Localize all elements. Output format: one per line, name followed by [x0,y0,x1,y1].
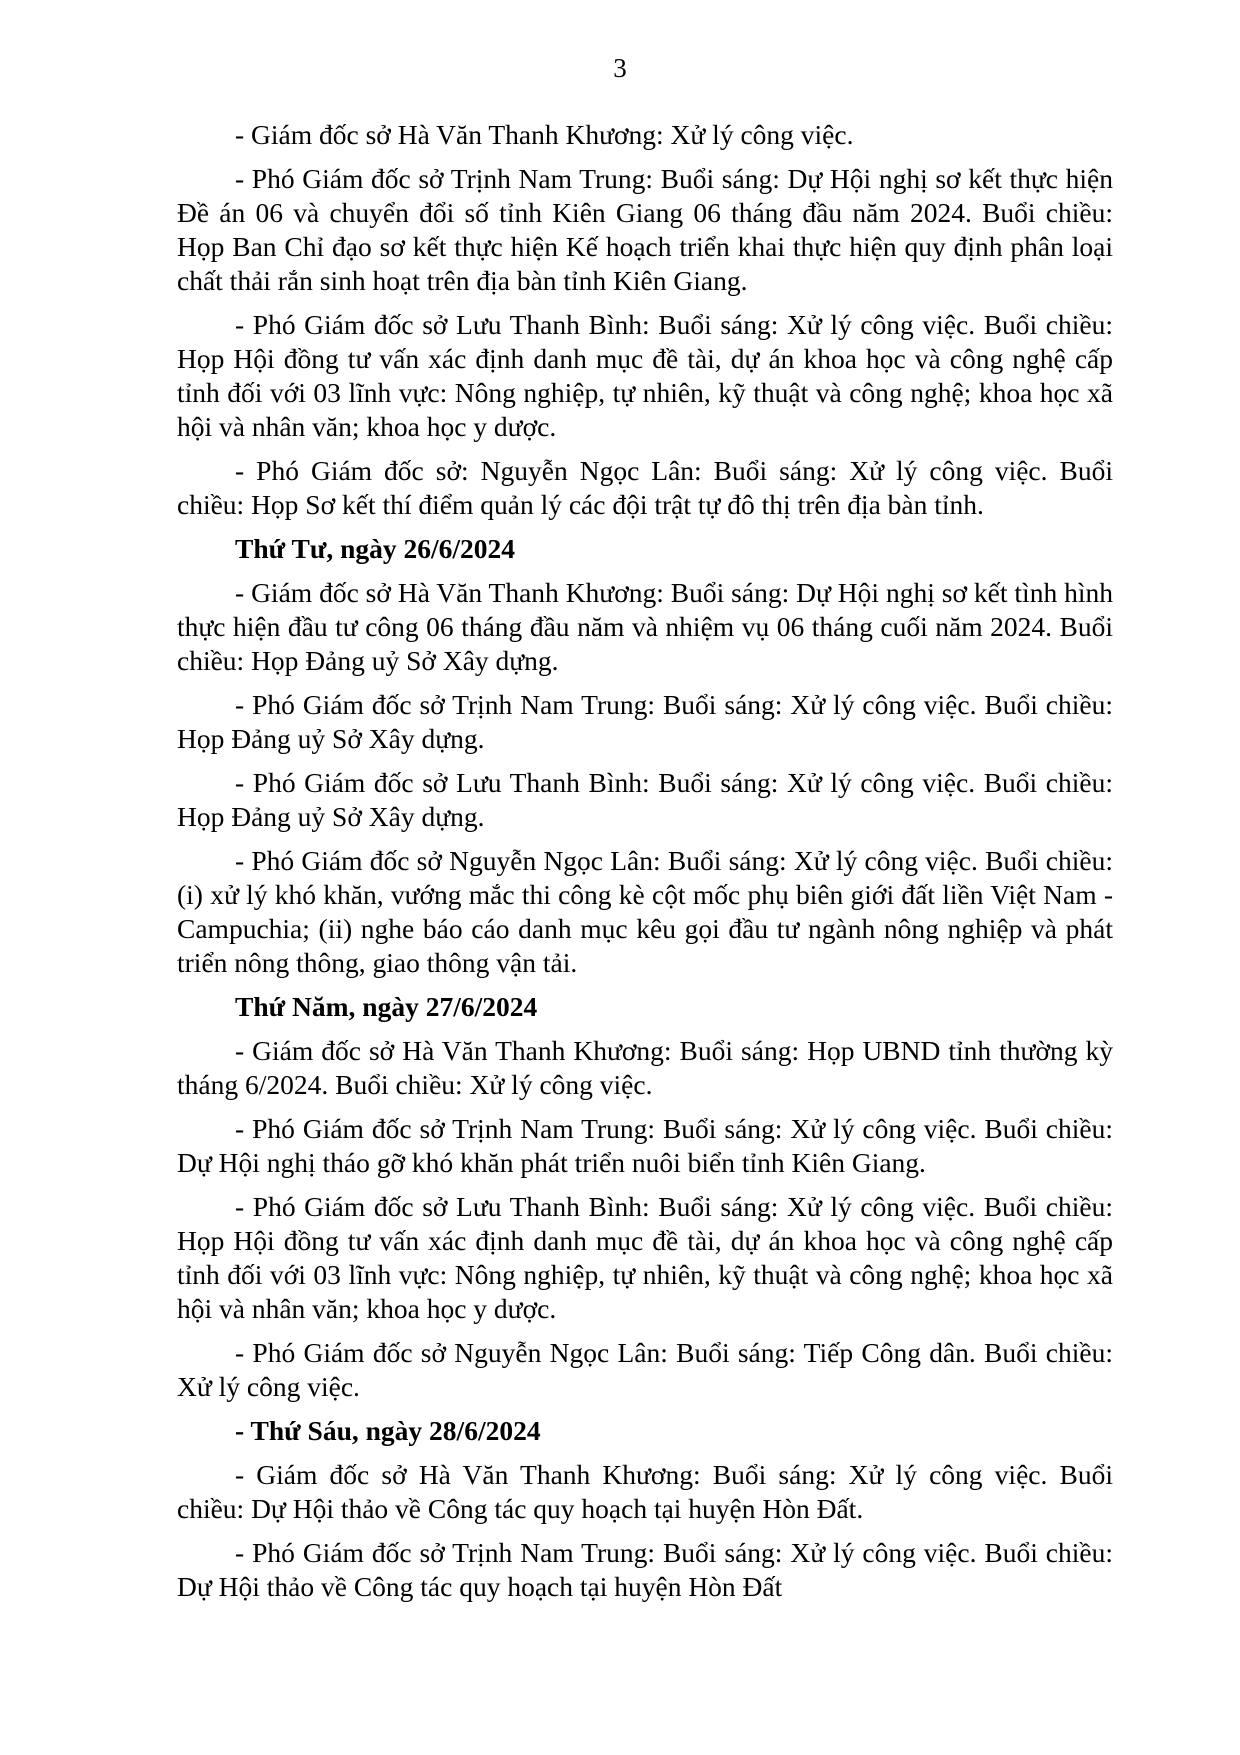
day-heading: Thứ Tư, ngày 26/6/2024 [235,533,516,564]
day-heading: - Thứ Sáu, ngày 28/6/2024 [235,1415,541,1446]
paragraph: - Phó Giám đốc sở Trịnh Nam Trung: Buổi sáng: Xử lý công việc. Buổi chiều: Dự Hội nghị tháo gỡ khó khăn phát triển nuôi biển tỉnh Kiên Giang. [177,1113,1113,1178]
paragraph: - Phó Giám đốc sở: Nguyễn Ngọc Lân: Buổi sáng: Xử lý công việc. Buổi chiều: Họp Sơ kết thí điểm quản lý các đội trật tự đô thị trên địa bàn tỉnh. [177,455,1113,520]
paragraph: - Giám đốc sở Hà Văn Thanh Khương: Xử lý công việc. [235,119,854,150]
paragraph: - Phó Giám đốc sở Trịnh Nam Trung: Buổi sáng: Dự Hội nghị sơ kết thực hiện Đề án 06 và chuyển đổi số tỉnh Kiên Giang 06 tháng đầu năm 2024. Buổi chiều: Họp Ban Chỉ đạo sơ kết thực hiện Kế hoạch triển khai thực hiện quy định phân loại chất thải rắn sinh hoạt trên địa bàn tỉnh Kiên Giang. [177,163,1113,296]
paragraph: - Phó Giám đốc sở Lưu Thanh Bình: Buổi sáng: Xử lý công việc. Buổi chiều: Họp Đảng uỷ Sở Xây dựng. [177,767,1113,832]
paragraph: - Giám đốc sở Hà Văn Thanh Khương: Buổi sáng: Họp UBND tỉnh thường kỳ tháng 6/2024. Buổi chiều: Xử lý công việc. [177,1035,1113,1100]
paragraph: - Giám đốc sở Hà Văn Thanh Khương: Buổi sáng: Xử lý công việc. Buổi chiều: Dự Hội thảo về Công tác quy hoạch tại huyện Hòn Đất. [177,1459,1113,1524]
document-body [177,118,1113,1614]
paragraph: - Phó Giám đốc sở Nguyễn Ngọc Lân: Buổi sáng: Tiếp Công dân. Buổi chiều: Xử lý công việc. [177,1337,1113,1402]
paragraph: - Phó Giám đốc sở Lưu Thanh Bình: Buổi sáng: Xử lý công việc. Buổi chiều: Họp Hội đồng tư vấn xác định danh mục đề tài, dự án khoa học và công nghệ cấp tỉnh đối với 03 lĩnh vực: Nông nghiệp, tự nhiên, kỹ thuật và công nghệ; khoa học xã hội và nhân văn; khoa học y dược. [177,309,1113,442]
paragraph: - Phó Giám đốc sở Lưu Thanh Bình: Buổi sáng: Xử lý công việc. Buổi chiều: Họp Hội đồng tư vấn xác định danh mục đề tài, dự án khoa học và công nghệ cấp tỉnh đối với 03 lĩnh vực: Nông nghiệp, tự nhiên, kỹ thuật và công nghệ; khoa học xã hội và nhân văn; khoa học y dược. [177,1191,1113,1324]
page-number: 3 [613,53,627,83]
day-heading: Thứ Năm, ngày 27/6/2024 [235,991,538,1022]
paragraph: - Phó Giám đốc sở Nguyễn Ngọc Lân: Buổi sáng: Xử lý công việc. Buổi chiều: (i) xử lý khó khăn, vướng mắc thi công kè cột mốc phụ biên giới đất liền Việt Nam - Campuchia; (ii) nghe báo cáo danh mục kêu gọi đầu tư ngành nông nghiệp và phát triển nông thông, giao thông vận tải. [177,845,1113,978]
paragraph: - Phó Giám đốc sở Trịnh Nam Trung: Buổi sáng: Xử lý công việc. Buổi chiều: Dự Hội thảo về Công tác quy hoạch tại huyện Hòn Đất [177,1537,1113,1602]
paragraph: - Giám đốc sở Hà Văn Thanh Khương: Buổi sáng: Dự Hội nghị sơ kết tình hình thực hiện đầu tư công 06 tháng đầu năm và nhiệm vụ 06 tháng cuối năm 2024. Buổi chiều: Họp Đảng uỷ Sở Xây dựng. [177,577,1113,676]
paragraph: - Phó Giám đốc sở Trịnh Nam Trung: Buổi sáng: Xử lý công việc. Buổi chiều: Họp Đảng uỷ Sở Xây dựng. [177,689,1113,754]
